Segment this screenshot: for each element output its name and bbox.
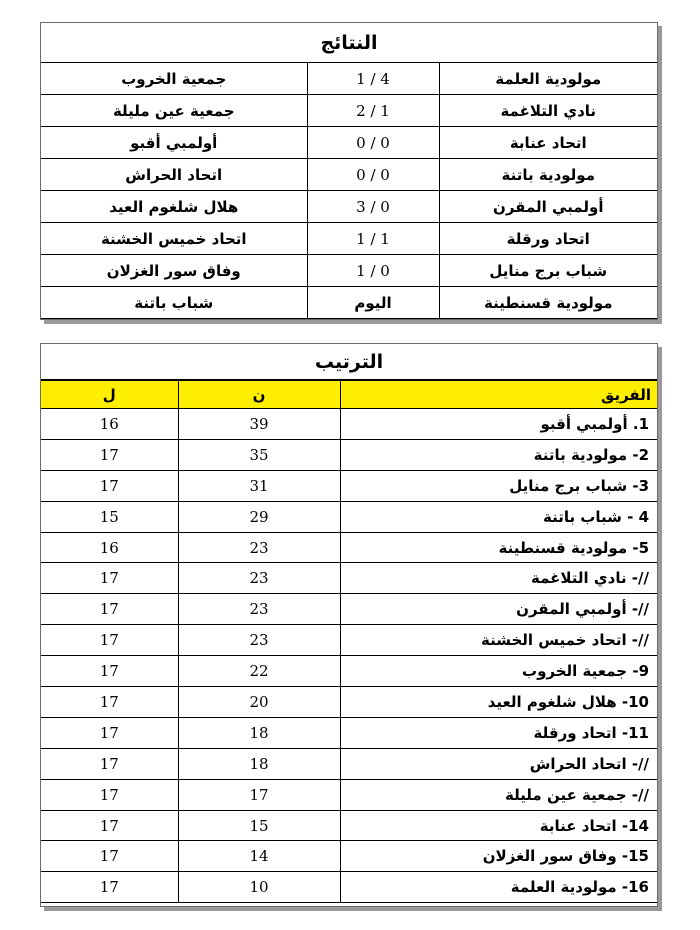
standings-row bbox=[41, 625, 657, 656]
played-cell: 17 bbox=[41, 563, 178, 594]
home-team: شباب برج منايل bbox=[439, 255, 657, 287]
team-cell: 1. أولمبي أقبو bbox=[340, 409, 657, 440]
points-cell: 20 bbox=[178, 687, 340, 718]
team-cell: 14- اتحاد عنابة bbox=[340, 810, 657, 841]
match-score: 0 / 3 bbox=[307, 191, 439, 223]
match-score: 0 / 0 bbox=[307, 159, 439, 191]
standings-panel bbox=[40, 343, 658, 907]
away-team: جمعية الخروب bbox=[41, 63, 307, 95]
standings-row bbox=[41, 748, 657, 779]
points-cell: 14 bbox=[178, 841, 340, 872]
home-team: اتحاد ورقلة bbox=[439, 223, 657, 255]
standings-table bbox=[41, 380, 657, 903]
points-cell: 31 bbox=[178, 470, 340, 501]
played-cell: 17 bbox=[41, 470, 178, 501]
standings-row bbox=[41, 687, 657, 718]
points-cell: 29 bbox=[178, 501, 340, 532]
away-team: اتحاد الحراش bbox=[41, 159, 307, 191]
match-score: اليوم bbox=[307, 287, 439, 319]
points-cell: 39 bbox=[178, 409, 340, 440]
results-title: النتائج bbox=[41, 23, 657, 63]
standings-row bbox=[41, 841, 657, 872]
played-cell: 17 bbox=[41, 779, 178, 810]
match-row bbox=[41, 287, 657, 319]
home-team: مولودية العلمة bbox=[439, 63, 657, 95]
played-cell: 16 bbox=[41, 532, 178, 563]
match-row bbox=[41, 191, 657, 223]
team-cell: //- اتحاد خميس الخشنة bbox=[340, 625, 657, 656]
points-cell: 18 bbox=[178, 717, 340, 748]
points-cell: 23 bbox=[178, 594, 340, 625]
match-score: 0 / 0 bbox=[307, 127, 439, 159]
away-team: أولمبي أقبو bbox=[41, 127, 307, 159]
standings-row bbox=[41, 563, 657, 594]
team-cell: //- نادي التلاغمة bbox=[340, 563, 657, 594]
team-cell: 15- وفاق سور الغزلان bbox=[340, 841, 657, 872]
match-score: 1 / 1 bbox=[307, 223, 439, 255]
header-played: ل bbox=[41, 381, 178, 409]
away-team: اتحاد خميس الخشنة bbox=[41, 223, 307, 255]
standings-row bbox=[41, 717, 657, 748]
team-cell: 9- جمعية الخروب bbox=[340, 656, 657, 687]
played-cell: 16 bbox=[41, 409, 178, 440]
match-score: 4 / 1 bbox=[307, 63, 439, 95]
team-cell: 2- مولودية باتنة bbox=[340, 439, 657, 470]
points-cell: 18 bbox=[178, 748, 340, 779]
away-team: شباب باتنة bbox=[41, 287, 307, 319]
played-cell: 17 bbox=[41, 687, 178, 718]
home-team: أولمبي المقرن bbox=[439, 191, 657, 223]
standings-header-row bbox=[41, 381, 657, 409]
points-cell: 15 bbox=[178, 810, 340, 841]
points-cell: 23 bbox=[178, 532, 340, 563]
points-cell: 35 bbox=[178, 439, 340, 470]
played-cell: 17 bbox=[41, 594, 178, 625]
standings-row bbox=[41, 470, 657, 501]
away-team: جمعية عين مليلة bbox=[41, 95, 307, 127]
points-cell: 17 bbox=[178, 779, 340, 810]
home-team: نادي التلاغمة bbox=[439, 95, 657, 127]
standings-row bbox=[41, 810, 657, 841]
home-team: اتحاد عنابة bbox=[439, 127, 657, 159]
standings-row bbox=[41, 779, 657, 810]
points-cell: 23 bbox=[178, 625, 340, 656]
points-cell: 10 bbox=[178, 872, 340, 903]
home-team: مولودية قسنطينة bbox=[439, 287, 657, 319]
standings-row bbox=[41, 594, 657, 625]
team-cell: 10- هلال شلغوم العيد bbox=[340, 687, 657, 718]
team-cell: 4 - شباب باتنة bbox=[340, 501, 657, 532]
standings-row bbox=[41, 532, 657, 563]
results-panel bbox=[40, 22, 658, 320]
match-row bbox=[41, 63, 657, 95]
played-cell: 17 bbox=[41, 748, 178, 779]
team-cell: 11- اتحاد ورقلة bbox=[340, 717, 657, 748]
match-row bbox=[41, 127, 657, 159]
standings-row bbox=[41, 656, 657, 687]
team-cell: 3- شباب برج منايل bbox=[340, 470, 657, 501]
played-cell: 17 bbox=[41, 625, 178, 656]
played-cell: 17 bbox=[41, 810, 178, 841]
match-row bbox=[41, 255, 657, 287]
team-cell: 16- مولودية العلمة bbox=[340, 872, 657, 903]
match-row bbox=[41, 159, 657, 191]
standings-row bbox=[41, 439, 657, 470]
match-score: 0 / 1 bbox=[307, 255, 439, 287]
standings-row bbox=[41, 409, 657, 440]
played-cell: 17 bbox=[41, 656, 178, 687]
played-cell: 17 bbox=[41, 717, 178, 748]
played-cell: 17 bbox=[41, 872, 178, 903]
home-team: مولودية باتنة bbox=[439, 159, 657, 191]
standings-row bbox=[41, 872, 657, 903]
points-cell: 22 bbox=[178, 656, 340, 687]
header-points: ن bbox=[178, 381, 340, 409]
standings-title: الترتيب bbox=[41, 344, 657, 380]
away-team: وفاق سور الغزلان bbox=[41, 255, 307, 287]
team-cell: //- جمعية عين مليلة bbox=[340, 779, 657, 810]
team-cell: 5- مولودية قسنطينة bbox=[340, 532, 657, 563]
match-score: 1 / 2 bbox=[307, 95, 439, 127]
played-cell: 17 bbox=[41, 439, 178, 470]
team-cell: //- اتحاد الحراش bbox=[340, 748, 657, 779]
match-row bbox=[41, 223, 657, 255]
points-cell: 23 bbox=[178, 563, 340, 594]
played-cell: 15 bbox=[41, 501, 178, 532]
team-cell: //- أولمبي المقرن bbox=[340, 594, 657, 625]
match-row bbox=[41, 95, 657, 127]
results-table bbox=[41, 63, 657, 319]
header-team: الفريق bbox=[340, 381, 657, 409]
away-team: هلال شلغوم العيد bbox=[41, 191, 307, 223]
played-cell: 17 bbox=[41, 841, 178, 872]
standings-row bbox=[41, 501, 657, 532]
